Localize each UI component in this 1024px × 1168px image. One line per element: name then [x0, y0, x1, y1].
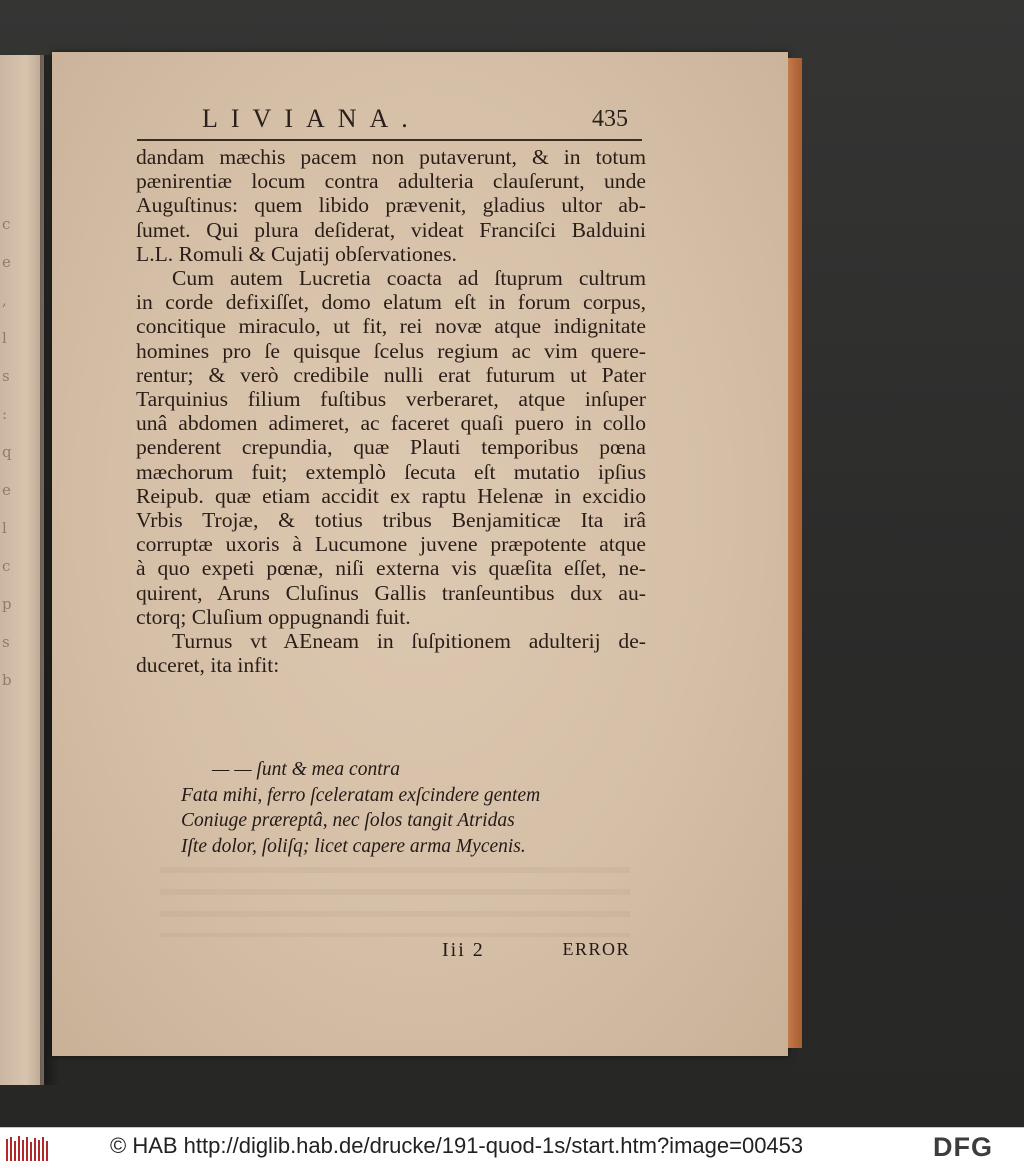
verse-line: Iſte dolor, ſoliſq; licet capere arma Mycenis.	[181, 835, 526, 857]
verse-quotation	[181, 757, 601, 859]
text-line: Reipub. quæ etiam accidit ex raptu Helenæ in excidio	[136, 483, 646, 508]
text-line: concitique miraculo, ut fit, rei novæ atque indignitate	[136, 314, 646, 339]
text-line: Vrbis Trojæ, & totius tribus Benjamiticæ Ita irâ	[136, 508, 646, 533]
page-fore-edge	[788, 58, 802, 1048]
text-line: unâ abdomen adimeret, ac faceret quaſi puero in collo	[136, 411, 646, 436]
text-line: dandam mæchis pacem non putaverunt, & in totum	[136, 145, 646, 169]
text-line: Cum autem Lucretia coacta ad ſtuprum cultrum	[172, 266, 646, 291]
catchword: ERROR	[562, 939, 630, 959]
verse-line: — — ſunt & mea contra	[212, 759, 400, 780]
text-line: Turnus vt AEneam in ſuſpitionem adulterij de-	[172, 629, 646, 654]
page-number: 435	[592, 106, 628, 132]
text-line: à quo expeti pœnæ, niſi externa vis quæſita eſſet, ne-	[136, 556, 646, 581]
facing-page-edge	[0, 55, 44, 1085]
verse-line: Coniuge præreptâ, nec ſolos tangit Atridas	[181, 810, 515, 831]
text-line: rentur; & verò credibile nulli erat futurum ut Pater	[136, 362, 646, 387]
body-text	[136, 145, 646, 677]
citation-url[interactable]: © HAB http://diglib.hab.de/drucke/191-quod-1s/start.htm?image=00453	[110, 1133, 804, 1158]
facing-page-fragments: c e , l s : q e l c p s b	[2, 215, 12, 689]
text-line: mæchorum fuit; extemplò ſecuta eſt mutatio ipſius	[136, 459, 646, 484]
text-line: quirent, Aruns Cluſinus Gallis tranſeuntibus dux au-	[136, 580, 646, 605]
text-line: pænirentiæ locum contra adulteria clauſerunt, unde	[136, 169, 646, 194]
hab-barcode-logo-icon	[5, 1135, 49, 1163]
text-line: Auguſtinus: quem libido prævenit, gladius ultor ab-	[136, 193, 646, 218]
text-line: in corde defixiſſet, domo elatum eſt in forum corpus,	[136, 290, 646, 315]
header-rule	[137, 139, 642, 141]
text-line: ctorq; Cluſium oppugnandi fuit.	[136, 604, 411, 629]
text-line: ſumet. Qui plura deſiderat, videat Franciſci Balduini	[136, 217, 646, 242]
signature-mark: Iii 2	[442, 939, 485, 961]
dfg-logo: DFG	[933, 1132, 993, 1162]
page-header	[202, 104, 652, 144]
text-line: penderent crepundia, quæ Plauti temporibus pœna	[136, 435, 646, 460]
text-line: Tarquinius filium fuſtibus verberaret, atque inſuper	[136, 387, 646, 412]
text-line: corruptæ uxoris à Lucumone juvene præpotente atque	[136, 532, 646, 557]
verse-line: Fata mihi, ferro ſceleratam exſcindere gentem	[181, 784, 541, 806]
text-line: homines pro ſe quisque ſcelus regium ac vim quere-	[136, 338, 646, 363]
citation-bar	[0, 1127, 1024, 1168]
book-page	[52, 52, 788, 1056]
text-line: duceret, ita infit:	[136, 653, 280, 678]
text-line: L.L. Romuli & Cujatij obſervationes.	[136, 241, 457, 266]
show-through-text	[160, 867, 630, 937]
page-footline	[382, 939, 632, 965]
running-head: LIVIANA.	[202, 104, 421, 133]
